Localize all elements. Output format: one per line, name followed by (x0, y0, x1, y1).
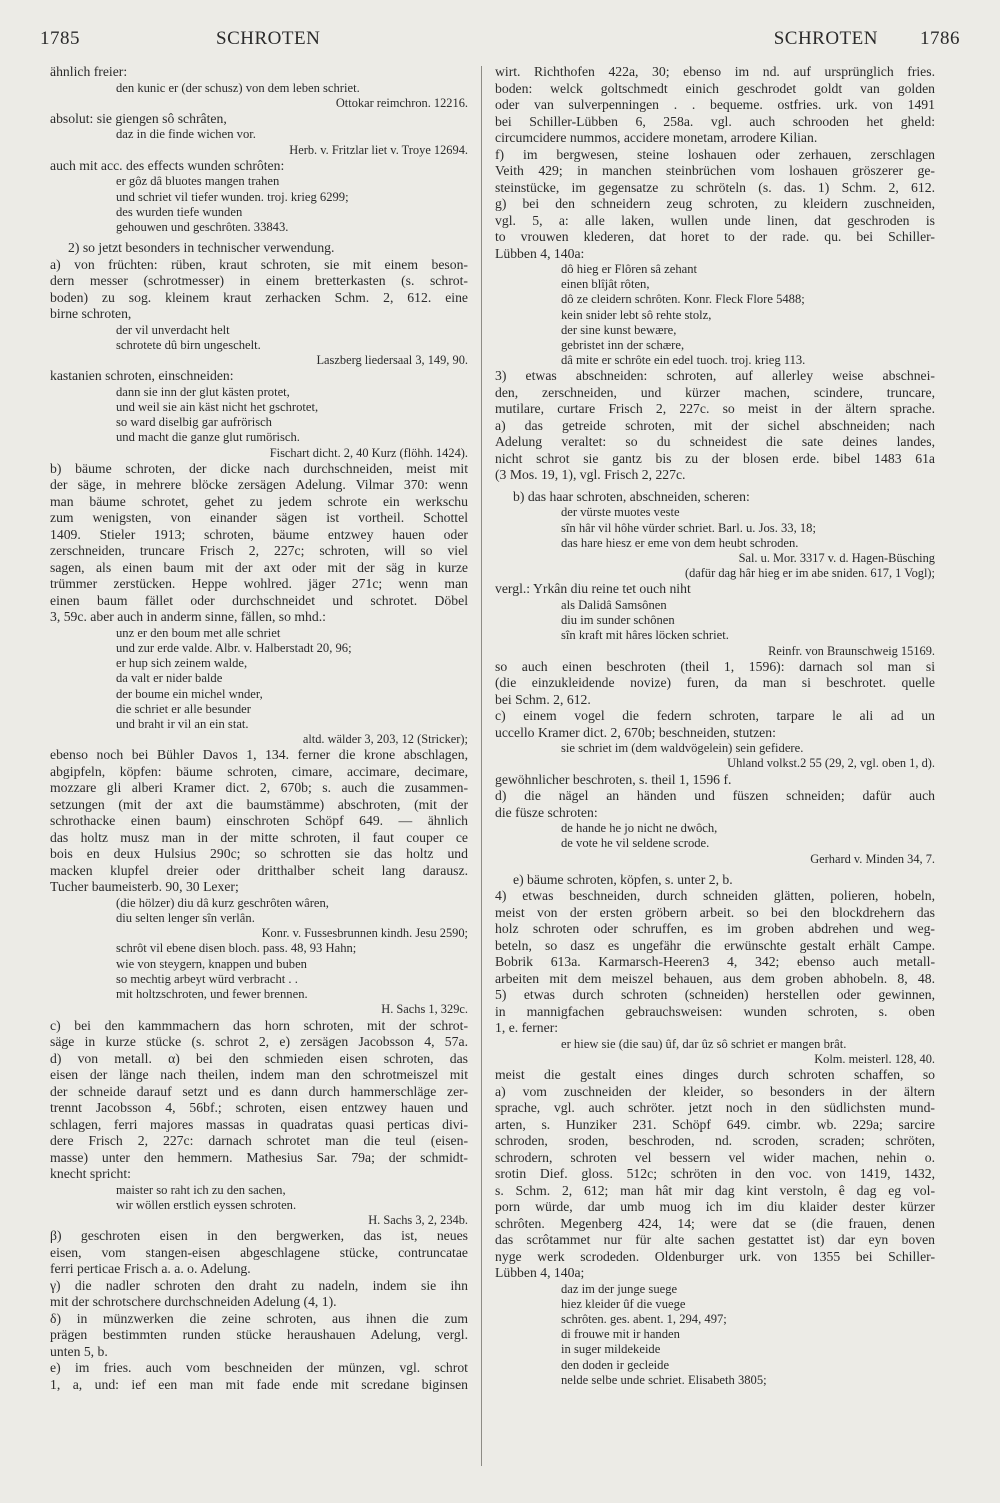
verse-line: de vote he vil seldene scrode. (561, 836, 710, 851)
text-line: ebenso noch bei Bühler Davos 1, 134. ferner die krone abschlagen, (50, 747, 468, 763)
text-line: einen baum fället oder durchschneidet und schrotet. Döbel (50, 592, 468, 608)
text-line: meist von der ersten gröbern arbeit. so bei den blockdrehern das (495, 904, 935, 920)
text-line: masse) unter den hemmern. Mathesius Sar. 79a; der schmidt- (50, 1149, 468, 1165)
verse-line: unz er den boum met alle schriet (116, 625, 281, 640)
text-line: boden: welck goltschmedt einich geschrodet goldt van golden (495, 80, 935, 96)
text-line: 5) etwas durch schroten (schneiden) herstellen oder gewinnen, (495, 987, 935, 1003)
text-line: knecht spricht: (50, 1166, 131, 1181)
text-line: mutilare, curtare Frisch 2, 227c. so meist in der ältern sprache. (495, 401, 935, 417)
text-line: holz schroten oder schruffen, es im groben abdrehen und weg- (495, 921, 935, 937)
verse-line: dô hieg er Flôren sâ zehant (561, 262, 698, 276)
text-line: die füsze schroten: (495, 804, 598, 820)
text-line: das holtz musz man in der mitte schroten, il faut couper ce (50, 829, 468, 845)
verse-line: da valt er nider balde (116, 671, 223, 686)
text-line: Bobrik 613a. Karmarsch-Heeren3 4, 342; ebenso auch metall- (495, 954, 935, 970)
text-line: c) bei den kammmachern das horn schroten, mit der schrot- (50, 1017, 468, 1033)
citation-line: Uhland volkst.2 55 (29, 2, vgl. oben 1, d). (727, 756, 935, 771)
text-line: oder van sulverpenningen . . bequeme. ostfries. urk. von 1491 (495, 97, 935, 112)
right-column (495, 64, 935, 1388)
text-line: schlagen, ferri majores massas in quadratas quasi perticas divi- (50, 1116, 468, 1132)
text-line: mozzare gli alberi Kramer dict. 2, 670b; s. auch die zusammen- (50, 780, 468, 796)
verse-line: sie schriet im (dem waldvögelein) sein gefidere. (561, 741, 804, 756)
verse-line: der boume ein michel wnder, (116, 686, 263, 701)
citation-line: Reinfr. von Braunschweig 15169. (768, 643, 935, 658)
text-line: to vrouwen klederen, dat horet to der rade. qu. bei Schiller- (495, 229, 935, 244)
text-line: δ) in münzwerken die zeine schroten, aus ihnen die zum (50, 1310, 468, 1326)
verse-line: daz in die finde wichen vor. (116, 127, 256, 142)
text-line: γ) die nadler schroten den draht zu nadeln, indem sie ihn (50, 1277, 468, 1293)
text-line: Lübben 4, 140a; (495, 1265, 585, 1281)
citation-line: Ottokar reimchron. 12216. (335, 95, 468, 110)
text-line: e) im fries. auch vom beschneiden der münzen, vgl. schrot (50, 1360, 468, 1376)
text-line: vergl.: Yrkân diu reine tet ouch niht (495, 581, 691, 597)
text-line: meist die gestalt eines dinges durch schroten schaffen, so (495, 1067, 935, 1083)
text-line: mit der schrotschere durchschneiden Adelung (4, 1). (50, 1294, 337, 1310)
left-column (50, 64, 468, 1393)
verse-line: dâ mite er schrôte ein edel tuoch. troj. krieg 113. (561, 353, 806, 368)
text-line: schrôten. Megenberg 424, 14; were dat se (die frauen, denen (495, 1215, 935, 1231)
verse-line: er gôz dâ bluotes mangen trahen (116, 174, 280, 189)
verse-line: gehouwen und geschrôten. 33843. (116, 219, 289, 234)
verse-line: den kunic er (der schusz) von dem leben schriet. (116, 80, 360, 95)
text-line: Tucher baumeisterb. 90, 30 Lexer; (50, 879, 239, 895)
citation-line: H. Sachs 1, 329c. (381, 1002, 468, 1017)
verse-line: maister so raht ich zu den sachen, (116, 1182, 286, 1197)
verse-line: in suger mildekeide (561, 1342, 661, 1357)
text-line: dern messer (schrotmesser) in einem bretterkasten (s. schrot- (50, 273, 468, 289)
text-line: eisen, vom stangen-eisen abgeschlagene stücke, contruncatae (50, 1244, 468, 1260)
verse-line: er hiew sie (die sau) ûf, dar ûz sô schriet er mangen brât. (561, 1036, 847, 1051)
text-line: sprache, vgl. auch schröter. jetzt noch in den südlichsten mund- (495, 1100, 935, 1116)
text-line: zum wenigsten, von einander sägen ist vortheil. Schottel (50, 510, 468, 526)
verse-line: des wurden tiefe wunden (116, 204, 243, 219)
text-line: c) einem vogel die federn schroten, tarpare le ali ad un (495, 708, 935, 724)
verse-line: einen blîjât rôten, (561, 277, 650, 292)
verse-line: de hande he jo nicht ne dwôch, (561, 821, 718, 836)
citation-line: Laszberg liedersaal 3, 149, 90. (316, 353, 468, 368)
text-line: 4) etwas beschneiden, durch schneiden glätten, polieren, hobeln, (495, 888, 935, 904)
text-line: der schneide darauf setzt und es dann durch hammerschläge zer- (50, 1083, 468, 1099)
text-line: a) das getreide schroten, mit der sichel abschneiden; nach (495, 417, 935, 433)
verse-line: kein snider lebt sô rehte stolz, (561, 307, 712, 322)
verse-line: er hup sich zeinem walde, (116, 656, 248, 671)
verse-line: so ward diselbig gar aufrörisch (116, 415, 272, 430)
text-line: nicht schrot sie gantz bis zu der blosen erde. bibel 1483 61a (495, 450, 935, 466)
verse-line: sîn hâr vil hôhe vürder schriet. Barl. u. Jos. 33, 18; (561, 520, 816, 535)
verse-line: schrôten. ges. abent. 1, 294, 497; (561, 1312, 727, 1327)
running-head-right: SCHROTEN (773, 28, 878, 49)
text-line: wirt. Richthofen 422a, 30; ebenso im nd. auf ursprünglich fries. (495, 64, 935, 79)
text-line: abgipfeln, köpfen: bäume schroten, cimare, accimare, decimare, (50, 763, 468, 779)
text-line: 1409. Stieler 1913; schroten, bäume entzwey hauen oder (50, 526, 468, 542)
text-line: a) von früchten: rüben, kraut schroten, sie mit einem beson- (50, 256, 468, 272)
text-line: auch mit acc. des effects wunden schrôten: (50, 157, 285, 173)
verse-line: sîn kraft mit hâres löcken schriet. (561, 628, 729, 643)
text-line: nyge werk scrodeden. Oldenburger urk. von 1355 bei Schiller- (495, 1248, 935, 1264)
verse-line: schrôt vil ebene disen bloch. pass. 48, 93 Hahn; (116, 941, 357, 956)
verse-line: und zur erde valde. Albr. v. Halberstadt 20, 96; (116, 640, 352, 655)
section-heading: 2) so jetzt besonders in technischer verwendung. (68, 240, 335, 256)
text-line: β) geschroten eisen in den bergwerken, das ist, neues (50, 1228, 468, 1244)
verse-line: die schriet er alle besunder (116, 701, 251, 716)
text-line: s. Schm. 2, 612; man hât mir dag kint verstoln, ê dag eg vol- (495, 1182, 935, 1198)
text-line: birne schroten, (50, 306, 132, 322)
text-line: schrothacke einen baum) einschroten Schöpf 649. — ähnlich (50, 813, 468, 829)
text-line: boden) zu sog. kleinem kraut zerhacken Schm. 2, 612. eine (50, 289, 468, 305)
citation-line: (dafür dag hâr hieg er im abe sniden. 617, 1 Vogl); (684, 566, 935, 581)
text-line: (die einzukleidende novize) furen, da man si beschrotet. quelle (495, 675, 935, 691)
verse-line: diu im sunder schônen (561, 613, 675, 628)
text-line: macken klupfel dreier oder dritthalber scheit lang darausz. (50, 862, 468, 878)
text-line: (3 Mos. 19, 1), vgl. Frisch 2, 227c. (495, 467, 686, 483)
verse-line: gebristet inn der schære, (561, 338, 685, 353)
text-line: trennt Jacobsson 4, 56bf.; schroten, eisen entzwey hauen und (50, 1100, 468, 1115)
text-line: zerschneiden, truncare Frisch 2, 227c; schroten, will so viel (50, 543, 468, 559)
text-line: a) vom zuschneiden der kleider, so besonders in der ältern (495, 1083, 935, 1099)
text-line: der säge, in mehrere blöcke zersägen Adelung. Vilmar 370: wenn (50, 477, 468, 493)
citation-line: H. Sachs 3, 2, 234b. (368, 1212, 468, 1227)
text-line: beteln, so dasz es ungefähr die erwünschte gestalt erhält Campe. (495, 937, 935, 953)
text-line: den, zerschneiden, und kürzer machen, scindere, truncare, (495, 384, 935, 400)
verse-line: dann sie inn der glut kästen protet, (116, 384, 290, 399)
text-line: vgl. 5, a: alle laken, wullen unde linen, dat geschroden is (495, 212, 935, 228)
verse-line: daz im der junge suege (561, 1281, 678, 1296)
text-line: in mannigfachen gebrauchsweisen: wunden schroten, s. oben (495, 1003, 935, 1019)
text-line: 3) etwas abschneiden: schroten, auf allerley weise abschnei- (495, 368, 935, 384)
page-header (40, 28, 960, 58)
verse-line: wir wöllen erstlich eyssen schroten. (116, 1197, 297, 1212)
verse-line: (die hölzer) diu dâ kurz geschrôten wâren, (116, 895, 329, 910)
text-line: arbeiten mit dem meiszel behauen, aus dem groben abhobeln. 8, 48. (495, 970, 935, 986)
verse-line: das hare hiesz er eme von dem heubt schroden. (561, 535, 799, 550)
text-line: so auch einen beschroten (theil 1, 1596): darnach sol man si (495, 658, 935, 674)
verse-line: der vil unverdacht helt (116, 322, 230, 337)
text-line: setzungen (mit der axt die baumstämme) abschroten, (mit der (50, 796, 468, 812)
text-line: f) im bergwesen, steine loshauen oder zerhauen, zerschlagen (495, 146, 935, 162)
verse-line: hiez kleider ûf die vuege (561, 1296, 686, 1311)
verse-line: mit holtzschroten, und fewer brennen. (116, 987, 308, 1002)
verse-line: den doden ir gecleide (561, 1357, 670, 1372)
text-line: 3, 59c. aber auch in anderm sinne, fällen, so mhd.: (50, 609, 326, 625)
column-divider (481, 66, 482, 1466)
verse-line: und braht ir vil an ein stat. (116, 716, 249, 731)
text-line: schrodern, schroten vel bessern vel wider machen, nehin o. (495, 1149, 935, 1165)
text-line: circumcidere nummos, accidere monetam, arrodere Kilian. (495, 130, 818, 145)
text-line: dere Frisch 2, 227c: darnach schrotet man die teul (eisen- (50, 1133, 468, 1148)
verse-line: als Dalidâ Samsônen (561, 597, 667, 612)
citation-line: Fischart dicht. 2, 40 Kurz (flöhh. 1424). (269, 445, 468, 460)
text-line: gewöhnlicher beschroten, s. theil 1, 1596 f. (495, 771, 732, 787)
text-line: Adelung veraltet: so du schneidest die sate deines landes, (495, 434, 935, 450)
text-line: Veith 429; in manchen steinbrüchen vom loshauen gröszerer ge- (495, 163, 935, 178)
text-line: 1, e. ferner: (495, 1020, 559, 1036)
text-line: porn würde, dar umb muog ich im diu klaider dester kürzer (495, 1199, 935, 1215)
text-line: bei Schm. 2, 612. (495, 691, 591, 707)
text-line: bois en deux Hulsius 290c; so schrotten sie das holtz und (50, 846, 468, 862)
verse-line: und schriet vil tiefer wunden. troj. krieg 6299; (116, 189, 349, 204)
text-line: prägen bestimmten runden stücke heraushauen Adelung, vergl. (50, 1327, 468, 1343)
text-line: absolut: sie giengen sô schrâten, (50, 110, 227, 126)
text-line: sagen, als einen baum mit der axt oder mit der säg in kurze (50, 559, 468, 575)
running-head-left: SCHROTEN (216, 28, 321, 49)
text-line: bei Schiller-Lübben 6, 258a. vgl. auch schrooden het gheld: (495, 113, 935, 129)
verse-line: di frouwe mit ir handen (561, 1327, 680, 1342)
text-line: arten, s. Hunziker 231. Schöpf 649. cimbr. wb. 229a; sarcire (495, 1116, 935, 1132)
text-line: 1, a, und: ief een man mit fade ende mit scredane biginsen (50, 1376, 468, 1392)
citation-line: Kolm. meisterl. 128, 40. (814, 1051, 935, 1066)
verse-line: so mechtig arbeyt würd verbracht . . (116, 971, 298, 986)
section-heading: e) bäume schroten, köpfen, s. unter 2, b. (513, 871, 733, 887)
text-line: srotin Dief. gloss. 512c; schröten in den voc. von 1419, 1432, (495, 1166, 935, 1182)
text-line: kastanien schroten, einschneiden: (50, 368, 234, 384)
text-line: g) bei den schneidern zeug schroten, zu kleidern zuschneiden, (495, 196, 935, 211)
text-line: d) von metall. α) bei den schmieden eisen schroten, das (50, 1050, 468, 1066)
verse-line: wie von steygern, knappen und buben (116, 956, 307, 971)
verse-line: schrotete dû birn ungeschelt. (116, 337, 261, 352)
text-line: d) die nägel an händen und füszen schneiden; dafür auch (495, 788, 935, 804)
text-line: eisen der länge nach theilen, indem man den schrotmeiszel mit (50, 1067, 468, 1082)
page-number-left: 1785 (40, 28, 80, 49)
verse-line: der vürste muotes veste (561, 505, 680, 520)
text-line: b) bäume schroten, der dicke nach durchschneiden, meist mit (50, 460, 468, 476)
text-line: säge in kurze stücke (s. schrot 2, e) zersägen Jacobsson 4, 57a. (50, 1034, 468, 1049)
text-line: das scrôtammet nur für alte sachen gestattet ist) dar eyn boven (495, 1232, 935, 1248)
verse-line: und macht die ganze glut rumörisch. (116, 430, 300, 445)
text-line: ferri perticae Frisch a. a. o. Adelung. (50, 1261, 251, 1277)
verse-line: nelde selbe unde schriet. Elisabeth 3805; (561, 1372, 767, 1387)
verse-line: und weil sie ain käst nicht het gschrotet, (116, 399, 319, 414)
verse-line: dô ze cleidern schrôten. Konr. Fleck Flore 5488; (561, 292, 805, 307)
text-line: unten 5, b. (50, 1343, 108, 1359)
citation-line: Herb. v. Fritzlar liet v. Troye 12694. (289, 142, 468, 157)
text-line: Lübben 4, 140a: (495, 245, 585, 261)
verse-line: diu selten lenger sîn verlân. (116, 911, 255, 926)
text-line: schroden, sroden, beschroden, nd. scroden, scraden; schröten, (495, 1133, 935, 1149)
text-line: ähnlich freier: (50, 64, 128, 79)
section-heading: b) das haar schroten, abschneiden, scheren: (513, 488, 750, 504)
citation-line: altd. wälder 3, 203, 12 (Stricker); (302, 732, 468, 747)
text-line: trümmer zerstücken. Heppe wohlred. jäger 271c; wenn man (50, 576, 468, 592)
verse-line: der sine kunst bewære, (561, 322, 677, 337)
citation-line: Konr. v. Fussesbrunnen kindh. Jesu 2590; (261, 926, 468, 941)
text-line: man bäume schrotet, gehet zu jedem schrote ein werkschu (50, 493, 468, 509)
page-number-right: 1786 (920, 28, 960, 49)
citation-line: Gerhard v. Minden 34, 7. (810, 851, 935, 866)
text-line: uccello Kramer dict. 2, 670b; beschneiden, stutzen: (495, 724, 776, 740)
text-line: steinstücke, im gegensatze zu schröteln (s. das. 1) Schm. 2, 612. (495, 179, 935, 195)
citation-line: Sal. u. Mor. 3317 v. d. Hagen-Büsching (738, 551, 935, 566)
